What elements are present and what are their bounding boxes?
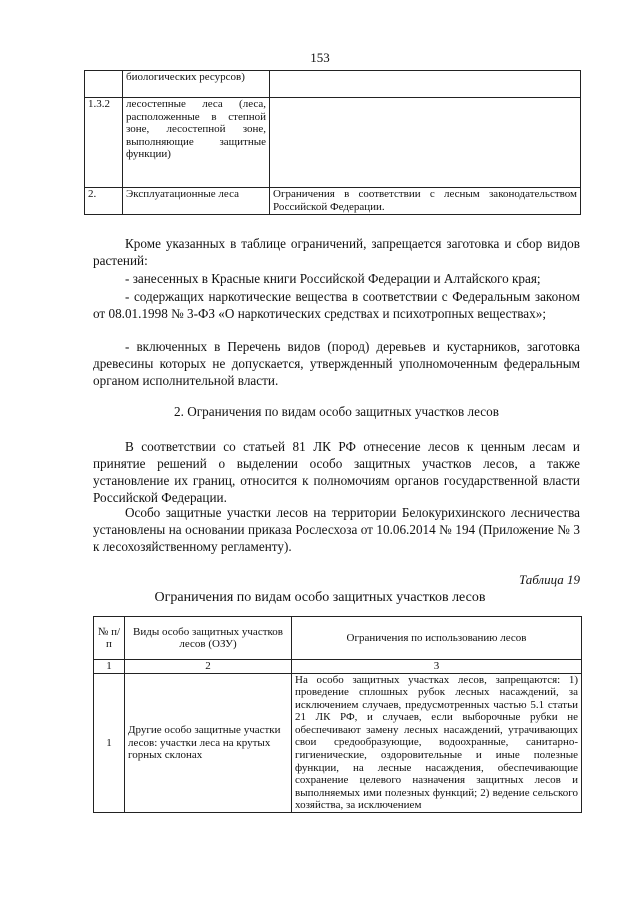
header-area-type: Виды особо защитных участков лесов (ОЗУ) [125,617,292,660]
column-number-row [94,660,582,674]
restriction-cell [270,98,581,188]
row-number: 1.3.2 [85,98,123,188]
forest-category: биологических ресурсов) [123,71,270,98]
table-title: Ограничения по видам особо защитных участков лесов [154,590,486,605]
page-number: 153 [310,50,330,65]
table-caption: Таблица 19 [518,572,580,587]
paragraph-tree-list: - включенных в Перечень видов (пород) деревьев и кустарников, заготовка древесины которых не допускается, утвержденный уполномоченным федеральным органом исполнительной власти. [93,339,580,388]
forest-category: лесостепные леса (леса, расположенные в степной зоне, лесостепной зоне, выполняющие защитные функции) [123,98,270,188]
row-number: 1 [94,673,125,813]
restriction-cell: Ограничения в соответствии с лесным законодательством Российской Федерации. [270,188,581,215]
table-row [85,98,581,188]
paragraph-order: Особо защитные участки лесов на территории Белокурихинского лесничества установлены на основании приказа Рослесхоза от 10.06.2014 № 194 (Приложение № 3 к лесохозяйственному регламенту). [93,505,580,554]
table-row [85,71,581,98]
header-number: № п/п [94,617,125,660]
table-row [94,673,582,813]
paragraph-red-book: - занесенных в Красные книги Российской Федерации и Алтайского края; [125,271,541,286]
restriction-cell [270,71,581,98]
restriction-text: На особо защитных участках лесов, запрещаются: 1) проведение сплошных рубок лесных насаждений, за исключением случаев, предусмотренных частью 5.1 статьи 21 ЛК РФ, и случаев, если выборочные рубки не обеспечивают замену лесных насаждений, утрачивающих свои средообразующие, водоохранные, санитарно-гигиенические, оздоровительные и иные полезные функции, на лесные насаждения, обеспечивающие сохранение целевого назначения защитных лесов и выполняемых ими полезных функций; 2) ведение сельского хозяйства, за исключением [292,673,582,813]
paragraph-article-81: В соответствии со статьей 81 ЛК РФ отнесение лесов к ценным лесам и принятие решений о выделении особо защитных участков лесов, а также установление их границ, относится к полномочиям органов государственной власти Российской Федерации. [93,439,580,505]
header-row [94,617,582,660]
table-row [85,188,581,215]
protected-areas-table [93,616,582,813]
paragraph-narcotic: - содержащих наркотические вещества в соответствии с Федеральным законом от 08.01.1998 № 3-ФЗ «О наркотических средствах и психотропных веществах»; [93,289,580,321]
col-index: 2 [125,660,292,674]
row-number [85,71,123,98]
area-type: Другие особо защитные участки лесов: участки леса на крутых горных склонах [125,673,292,813]
continued-restrictions-table [84,70,581,215]
header-restrictions: Ограничения по использованию лесов [292,617,582,660]
col-index: 1 [94,660,125,674]
section-heading: 2. Ограничения по видам особо защитных участков лесов [174,404,499,419]
paragraph-intro: Кроме указанных в таблице ограничений, запрещается заготовка и сбор видов растений: [93,236,580,268]
row-number: 2. [85,188,123,215]
col-index: 3 [292,660,582,674]
forest-category: Эксплуатационные леса [123,188,270,215]
